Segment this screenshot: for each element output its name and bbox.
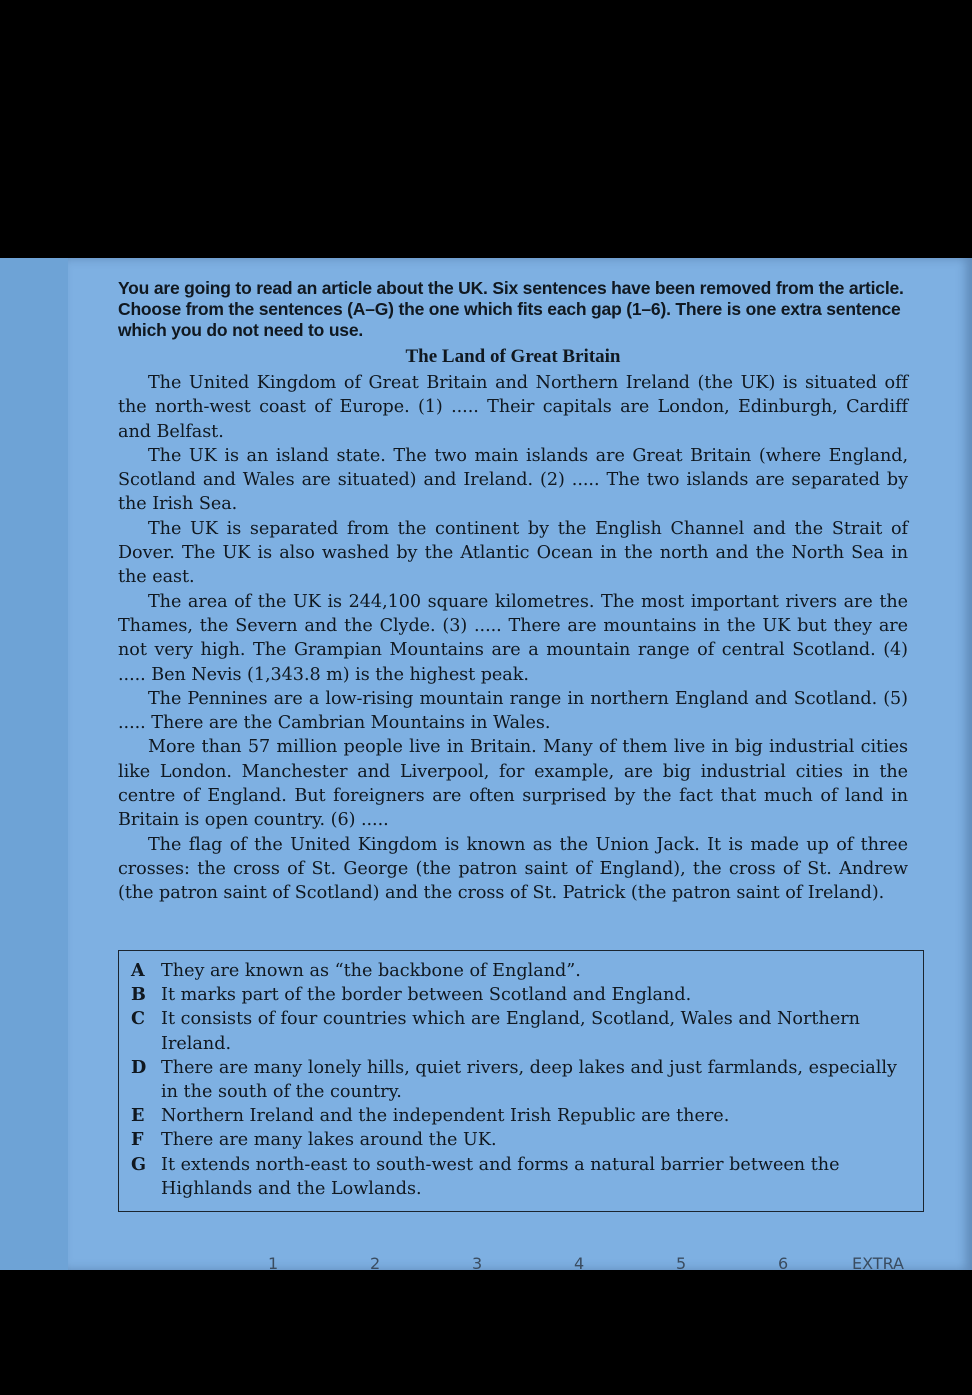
article-content [118,278,908,906]
option-c [131,1007,911,1055]
option-g [131,1153,911,1201]
answer-label-extra: EXTRA [852,1254,904,1270]
option-text: There are many lakes around the UK. [161,1130,497,1151]
answer-label-3: 3 [472,1254,483,1270]
option-d [131,1056,911,1104]
article-paragraph-4: The area of the UK is 244,100 square kilometres. The most important rivers are the Thames, the Severn and the Clyde. (3) ..... There are mountains in the UK but they are not very high. The Grampian Mountains are a mountain range of central Scotland. (4) ..... Ben Nevis (1,343.8 m) is the highest peak. [118,591,908,685]
option-text: There are many lonely hills, quiet rivers, deep lakes and just farmlands, especially in the south of the country. [161,1057,897,1103]
option-a [131,959,911,983]
answer-label-1: 1 [268,1254,279,1270]
answer-label-5: 5 [676,1254,687,1270]
answer-label-2: 2 [370,1254,381,1270]
option-text: They are known as “the backbone of England”. [161,961,581,981]
option-letter: C [131,1008,146,1030]
article-title: The Land of Great Britain [405,346,621,367]
option-letter: A [131,960,145,981]
article-paragraph-1: The United Kingdom of Great Britain and Northern Ireland (the UK) is situated off the north-west coast of Europe. (1) ..... Their capitals are London, Edinburgh, Cardiff and Belfast. [118,373,908,442]
option-text: Northern Ireland and the independent Irish Republic are there. [161,1106,730,1127]
option-e [131,1104,911,1128]
option-f [131,1128,911,1152]
task-instructions: You are going to read an article about the UK. Six sentences have been removed from the article. Choose from the sentences (A–G) the one which fits each gap (1–6). There is one extra sentence which you do not need to use. [118,278,904,340]
option-letter: D [131,1056,147,1078]
answer-label-4: 4 [574,1254,585,1270]
answer-label-6: 6 [778,1254,789,1270]
article-paragraph-7: The flag of the United Kingdom is known as the Union Jack. It is made up of three crosses: the cross of St. George (the patron saint of England), the cross of St. Andrew (the patron saint of Scotland) and the cross of St. Patrick (the patron saint of Ireland). [118,834,908,904]
option-letter: E [131,1105,145,1127]
option-letter: B [131,984,146,1006]
option-text: It extends north-east to south-west and forms a natural barrier between the Highlands and the Lowlands. [161,1154,840,1199]
option-text: It consists of four countries which are England, Scotland, Wales and Northern Ireland. [161,1009,860,1054]
option-text: It marks part of the border between Scotland and England. [161,985,692,1006]
article-paragraph-2: The UK is an island state. The two main islands are Great Britain (where England, Scotland and Wales are situated) and Ireland. (2) ..... The two islands are separated by the Irish Sea. [118,445,908,515]
option-b [131,983,911,1007]
article-paragraph-5: The Pennines are a low-rising mountain range in northern England and Scotland. (5) ..... There are the Cambrian Mountains in Wales. [118,688,908,734]
article-paragraph-6: More than 57 million people live in Britain. Many of them live in big industrial cities like London. Manchester and Liverpool, for example, are big industrial cities in the centre of England. But foreigners are often surprised by the fact that much of land in Britain is open country. (6) ..... [118,737,908,831]
answer-grid-header [220,1254,940,1270]
option-letter: F [131,1129,144,1151]
sentence-options-box [118,950,924,1212]
option-letter: G [131,1153,147,1175]
article-paragraph-3: The UK is separated from the continent by the English Channel and the Strait of Dover. The UK is also washed by the Atlantic Ocean in the north and the North Sea in the east. [118,518,908,588]
